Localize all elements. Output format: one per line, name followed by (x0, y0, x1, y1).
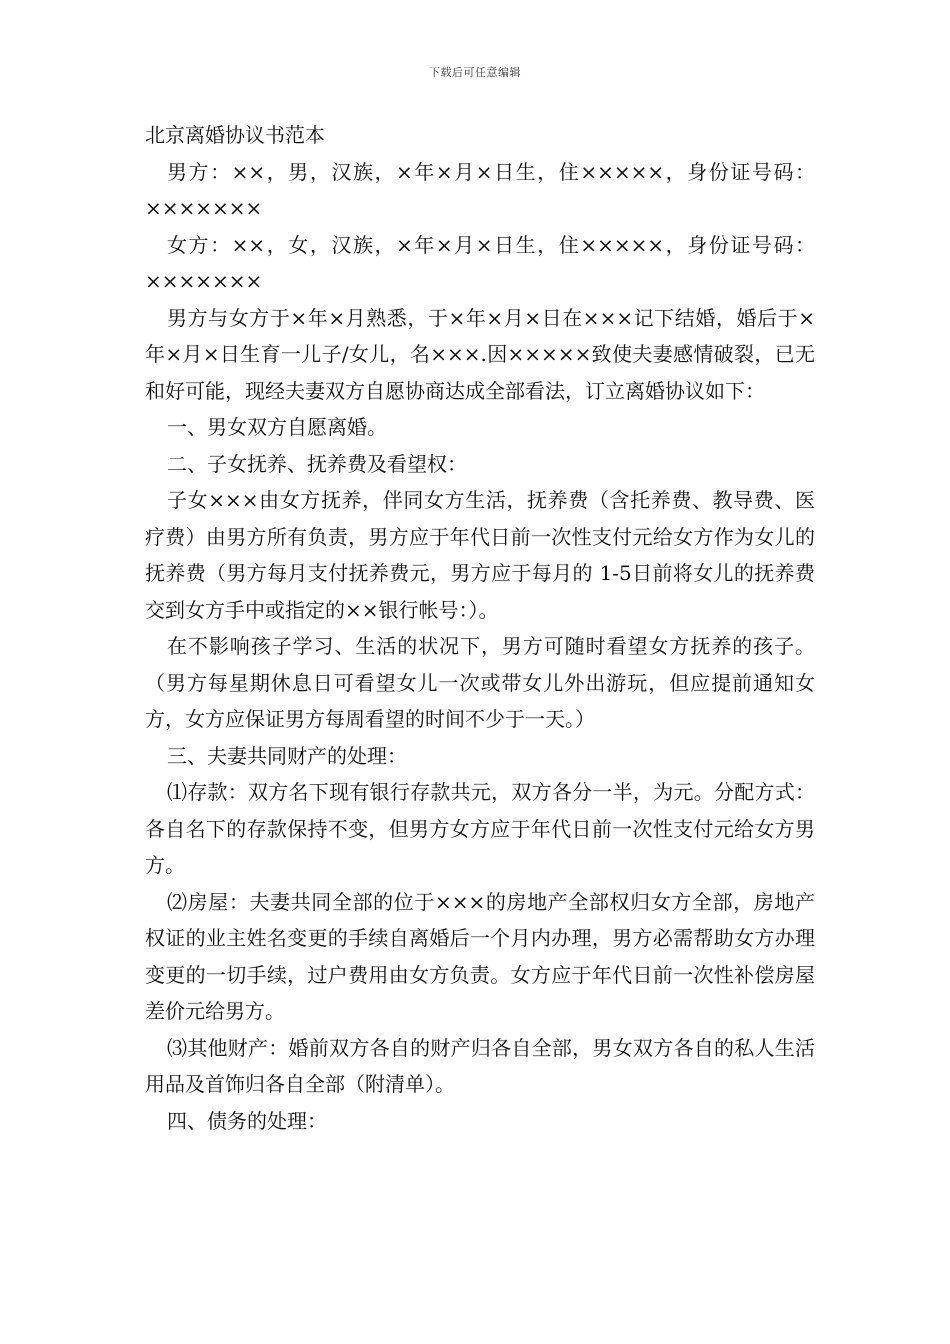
document-title: 北京离婚协议书范本 (145, 123, 325, 147)
section-heading-property: 三、夫妻共同财产的处理： (167, 743, 407, 768)
paragraph-background: 男方与女方于×年×月熟悉，于×年×月×日在×××记下结婚，婚后于×年×月×日生育一儿子/女儿，名×××.因×××××致使夫妻感情破裂，已无和好可能，现经夫妻双方自愿协商达成全部看法，订立离婚协议如下： (145, 305, 815, 403)
document-body (145, 117, 815, 1139)
paragraph-visitation: 在不影响孩子学习、生活的状况下，男方可随时看望女方抚养的孩子。（男方每星期休息日可看望女儿一次或带女儿外出游玩，但应提前通知女方，女方应保证男方每周看望的时间不少于一天。） (145, 634, 815, 731)
section-heading-debts: 四、债务的处理： (167, 1108, 327, 1133)
paragraph-female-party: 女方：××，女，汉族，×年×月×日生，住×××××，身份证号码：××××××× (145, 232, 815, 293)
header-note: 下载后可任意编辑 (429, 66, 521, 79)
section-heading-divorce: 一、男女双方自愿离婚。 (167, 415, 387, 439)
paragraph-child-support: 子女×××由女方抚养，伴同女方生活，抚养费（含托养费、教导费、医疗费）由男方所有负责，男方应于年代日前一次性支付元给女方作为女儿的抚养费（男方每月支付抚养费元，男方应于每月的 1-5日前将女儿的抚养费交到女方手中或指定的××银行帐号：）。 (145, 488, 815, 622)
paragraph-male-party: 男方：××，男，汉族，×年×月×日生，住×××××，身份证号码：××××××× (145, 159, 815, 220)
paragraph-other-property: ⑶其他财产：婚前双方各自的财产归各自全部，男女双方各自的私人生活用品及首饰归各自全部（附清单）。 (145, 1035, 815, 1096)
paragraph-deposits: ⑴存款：双方名下现有银行存款共元，双方各分一半，为元。分配方式：各自名下的存款保持不变，但男方女方应于年代日前一次性支付元给女方男方。 (145, 780, 815, 877)
paragraph-house: ⑵房屋：夫妻共同全部的位于×××的房地产全部权归女方全部，房地产权证的业主姓名变更的手续自离婚后一个月内办理，男方必需帮助女方办理变更的一切手续，过户费用由女方负责。女方应于年代日前一次性补偿房屋差价元给男方。 (145, 889, 815, 1023)
section-heading-child-custody: 二、子女抚养、抚养费及看望权： (167, 451, 467, 476)
